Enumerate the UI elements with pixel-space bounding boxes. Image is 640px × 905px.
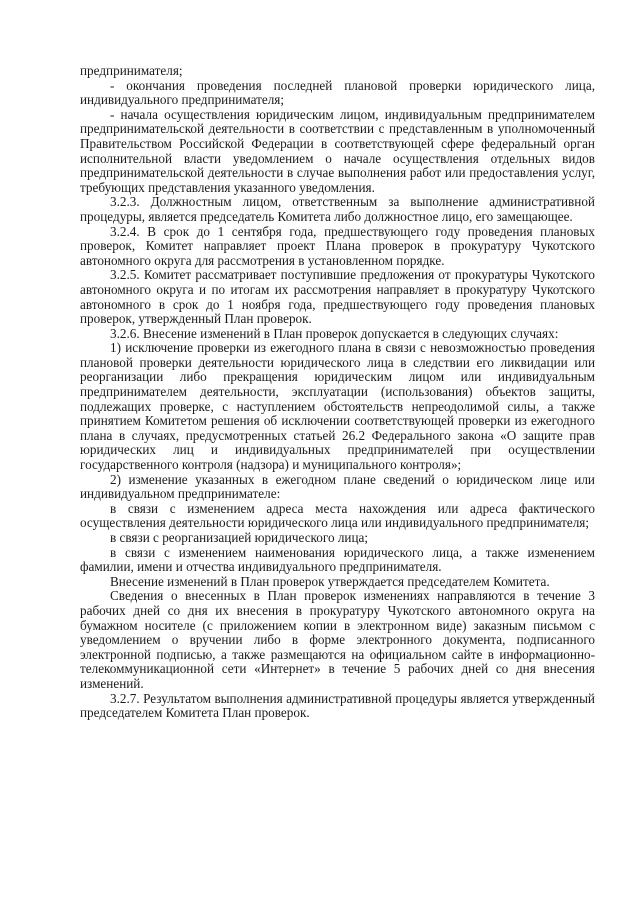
paragraph-3-2-5: 3.2.5. Комитет рассматривает поступившие предложения от прокуратуры Чукотского автономного округа и по итогам их рассмотрения направляет в прокуратуру Чукотского автономного в срок до 1 ноября года, предшествующего году проведения плановых проверок, утвержденный План проверок. [80,267,595,327]
paragraph-case-1: 1) исключение проверки из ежегодного плана в связи с невозможностью проведения плановой проверки деятельности юридического лица в следствии его ликвидации или реорганизации либо прекращения юридическим лицом или индивидуальным предпринимателем деятельности, эксплуатации (использования) объектов защиты, подлежащих проверке, с наступлением обстоятельств непреодолимой силы, а также принятием Комитетом решения об исключении соответствующей проверки из ежегодного плана в случаях, предусмотренных статьей 26.2 Федерального закона «О защите прав юридических лиц и индивидуальных предпринимателей при осуществлении государственного контроля (надзора) и муниципального контроля»; [80,340,595,473]
paragraph-notification: Сведения о внесенных в План проверок изменениях направляются в течение 3 рабочих дней со дня их внесения в прокуратуру Чукотского автономного округа на бумажном носителе (с приложением копии в электронном виде) заказным письмом с уведомлением о вручении либо в форме электронного документа, подписанного электронной подписью, а также размещаются на официальном сайте в информационно-телекоммуникационной сети «Интернет» в течение 5 рабочих дней со дня внесения изменений. [80,588,595,691]
paragraph-3-2-3: 3.2.3. Должностным лицом, ответственным за выполнение административной процедуры, является председатель Комитета либо должностное лицо, его замещающее. [80,194,595,224]
paragraph-3-2-4: 3.2.4. В срок до 1 сентября года, предшествующего году проведения плановых проверок, Комитет направляет проект Плана проверок в прокуратуру Чукотского автономного округа для рассмотрения в установленном порядке. [80,223,595,268]
paragraph-last-inspection-end: - окончания проведения последней плановой проверки юридического лица, индивидуального предпринимателя; [80,77,595,108]
paragraph-activity-start: - начала осуществления юридическим лицом, индивидуальным предпринимателем предпринимательской деятельности в соответствии с представленным в уполномоченный Правительством Российской Федерации в соответствующей сфере федеральный орган исполнительной власти уведомлением о начале осуществления отдельных видов предпринимательской деятельности в случае выполнения работ или предоставления услуг, требующих представления указанного уведомления. [80,106,595,195]
paragraph-reorganization: в связи с реорганизацией юридического лица; [110,530,369,545]
paragraph-continuation: предпринимателя; [80,63,183,78]
paragraph-case-2: 2) изменение указанных в ежегодном плане сведений о юридическом лице или индивидуальном предпринимателе: [80,471,595,502]
paragraph-address-change: в связи с изменением адреса места нахождения или адреса фактического осуществления деятельности юридического лица или индивидуального предпринимателя; [80,500,595,531]
paragraph-name-change: в связи с изменением наименования юридического лица, а также изменением фамилии, имени и отчества индивидуального предпринимателя. [80,544,595,575]
paragraph-3-2-7: 3.2.7. Результатом выполнения административной процедуры является утвержденный председателем Комитета План проверок. [80,690,595,721]
paragraph-approval: Внесение изменений в План проверок утверждается председателем Комитета. [110,573,550,589]
paragraph-3-2-6: 3.2.6. Внесение изменений в План проверок допускается в следующих случаях: [110,325,559,341]
document-body [80,64,595,721]
